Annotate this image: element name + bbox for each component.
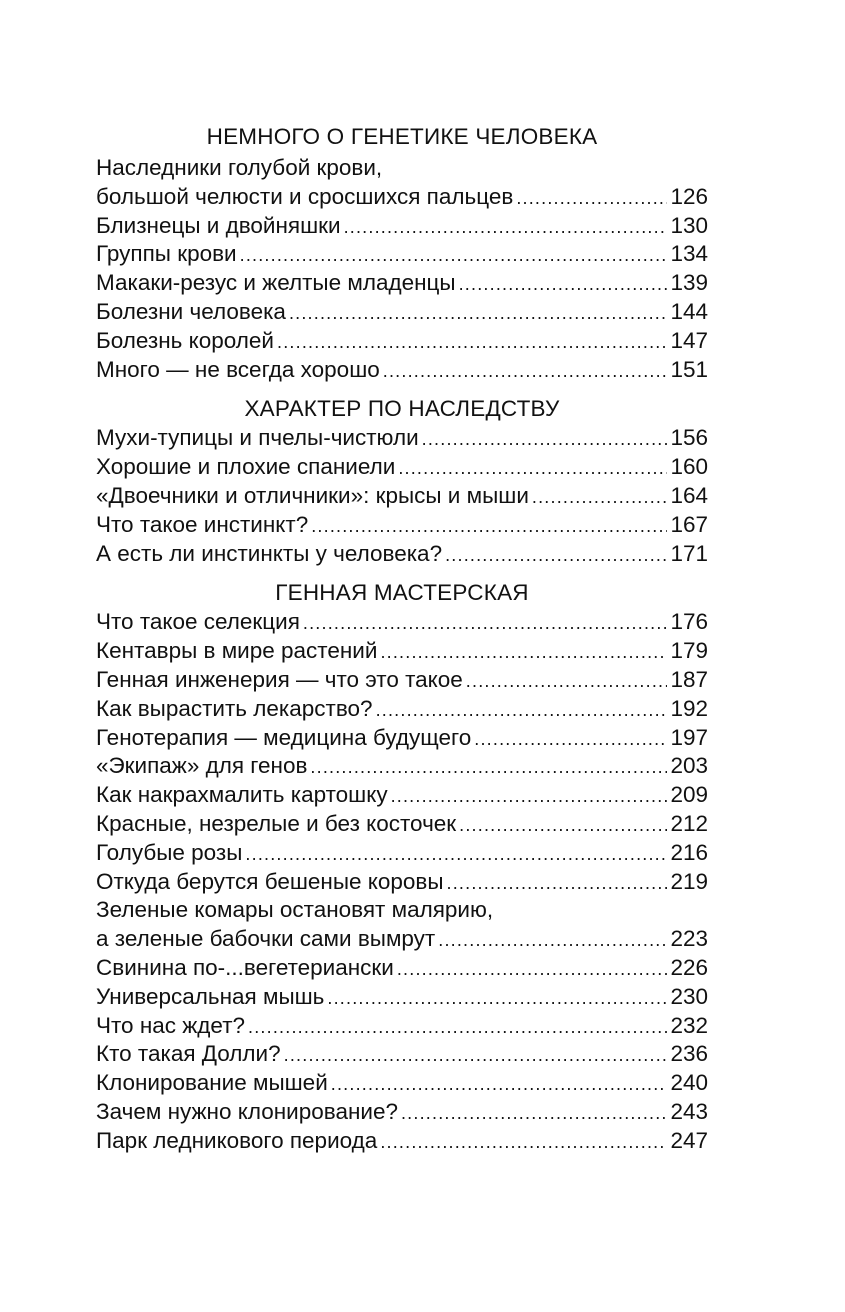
- entry-page: 236: [670, 1041, 708, 1067]
- toc-entry: [96, 1012, 708, 1041]
- entry-page: 192: [670, 695, 708, 721]
- entry-title: Красные, незрелые и без косточек: [96, 810, 457, 836]
- entry-page: 219: [670, 868, 708, 894]
- entry-title: Зачем нужно клонирование?: [96, 1098, 398, 1124]
- entry-page: 226: [670, 954, 708, 980]
- entry-page: 156: [670, 425, 708, 451]
- toc-entry: [96, 183, 708, 212]
- entry-title: Болезни человека: [96, 298, 286, 324]
- toc-entry: [96, 954, 708, 983]
- dot-leader: [331, 1070, 668, 1099]
- dot-leader: [311, 512, 667, 541]
- entry-title: Генная инженерия — что это такое: [96, 666, 463, 692]
- entry-title: большой челюсти и сросшихся пальцев: [96, 183, 514, 209]
- toc-entry: [96, 896, 708, 925]
- entry-page: 176: [670, 609, 708, 635]
- entry-title: Кентавры в мире растений: [96, 638, 378, 664]
- dot-leader: [289, 299, 668, 328]
- entry-title: Что такое селекция: [96, 609, 300, 635]
- toc-entry: [96, 540, 708, 569]
- entry-page: 151: [670, 356, 708, 382]
- entry-title: Что нас ждет?: [96, 1012, 246, 1038]
- toc-entry: [96, 695, 708, 724]
- dot-leader: [380, 1128, 667, 1157]
- entry-page: 139: [670, 270, 708, 296]
- toc-entry: [96, 424, 708, 453]
- entry-page: 187: [670, 666, 708, 692]
- dot-leader: [284, 1041, 668, 1070]
- entry-title: Кто такая Долли?: [96, 1041, 281, 1067]
- entry-title: Парк ледникового периода: [96, 1127, 378, 1153]
- entry-title: Как накрахмалить картошку: [96, 782, 388, 808]
- toc-entry: [96, 327, 708, 356]
- dot-leader: [248, 1013, 667, 1042]
- dot-leader: [438, 926, 667, 955]
- dot-leader: [391, 782, 668, 811]
- dot-leader: [245, 840, 667, 869]
- entry-page: 167: [670, 511, 708, 537]
- entry-title: а зеленые бабочки сами вымрут: [96, 926, 436, 952]
- entry-page: 247: [670, 1127, 708, 1153]
- toc-entry: [96, 482, 708, 511]
- section-gap: [96, 568, 708, 578]
- toc-entry: [96, 810, 708, 839]
- entry-title: Клонирование мышей: [96, 1070, 328, 1096]
- entry-title: Макаки-резус и желтые младенцы: [96, 270, 456, 296]
- toc-entry: [96, 724, 708, 753]
- toc-entry: [96, 666, 708, 695]
- entry-title: Как вырастить лекарство?: [96, 695, 373, 721]
- entry-title: «Экипаж» для генов: [96, 753, 308, 779]
- entry-title: Что такое инстинкт?: [96, 511, 309, 537]
- table-of-contents: [96, 122, 708, 1156]
- entry-title: Мухи-тупицы и пчелы-чистюли: [96, 425, 419, 451]
- entry-page: 203: [670, 753, 708, 779]
- dot-leader: [310, 753, 667, 782]
- entry-page: 164: [670, 482, 708, 508]
- entry-page: 144: [670, 298, 708, 324]
- toc-entry: [96, 1098, 708, 1127]
- entry-title: Универсальная мышь: [96, 983, 325, 1009]
- dot-leader: [303, 609, 668, 638]
- entry-page: 232: [670, 1012, 708, 1038]
- entry-title: Близнецы и двойняшки: [96, 212, 341, 238]
- toc-entry: [96, 298, 708, 327]
- entry-title: «Двоечники и отличники»: крысы и мыши: [96, 482, 529, 508]
- dot-leader: [401, 1099, 667, 1128]
- entry-title: Откуда берутся бешеные коровы: [96, 868, 444, 894]
- entry-page: 197: [670, 724, 708, 750]
- entry-page: 147: [670, 327, 708, 353]
- section-title-gene-workshop: ГЕННАЯ МАСТЕРСКАЯ: [275, 580, 529, 606]
- dot-leader: [240, 241, 668, 270]
- entry-title: Свинина по-...вегетериански: [96, 954, 394, 980]
- toc-entry: [96, 637, 708, 666]
- dot-leader: [422, 425, 668, 454]
- dot-leader: [447, 869, 668, 898]
- toc-entry: [96, 752, 708, 781]
- dot-leader: [474, 725, 667, 754]
- toc-entry: [96, 925, 708, 954]
- entry-page: 126: [670, 183, 708, 209]
- toc-entry: [96, 868, 708, 897]
- toc-entry: [96, 1127, 708, 1156]
- entry-page: 130: [670, 212, 708, 238]
- toc-entry: [96, 1040, 708, 1069]
- dot-leader: [383, 357, 668, 386]
- entry-title: Наследники голубой крови,: [96, 155, 383, 180]
- dot-leader: [459, 270, 668, 299]
- toc-entry: [96, 781, 708, 810]
- entry-page: 212: [670, 810, 708, 836]
- entry-page: 209: [670, 782, 708, 808]
- entry-page: 160: [670, 454, 708, 480]
- dot-leader: [532, 483, 668, 512]
- toc-entry: [96, 212, 708, 241]
- entry-page: 230: [670, 983, 708, 1009]
- section-gap: [96, 384, 708, 394]
- section-title-human-genetics: НЕМНОГО О ГЕНЕТИКЕ ЧЕЛОВЕКА: [206, 124, 598, 149]
- dot-leader: [398, 454, 667, 483]
- entry-page: 216: [670, 839, 708, 865]
- toc-entry: [96, 154, 708, 183]
- entry-title: Хорошие и плохие спаниели: [96, 454, 396, 480]
- entry-title: Группы крови: [96, 241, 237, 267]
- dot-leader: [344, 213, 668, 242]
- entry-page: 240: [670, 1070, 708, 1096]
- dot-leader: [397, 955, 668, 984]
- toc-entry: [96, 839, 708, 868]
- entry-title: Зеленые комары остановят малярию,: [96, 897, 494, 923]
- dot-leader: [327, 984, 667, 1013]
- toc-entry: [96, 240, 708, 269]
- dot-leader: [459, 811, 667, 840]
- entry-page: 171: [670, 540, 708, 566]
- dot-leader: [445, 541, 667, 570]
- entry-page: 223: [670, 926, 708, 952]
- entry-page: 179: [670, 638, 708, 664]
- entry-title: Генотерапия — медицина будущего: [96, 724, 472, 750]
- toc-entry: [96, 356, 708, 385]
- dot-leader: [380, 638, 667, 667]
- dot-leader: [277, 328, 667, 357]
- entry-title: Голубые розы: [96, 839, 243, 865]
- dot-leader: [466, 667, 668, 696]
- entry-page: 134: [670, 241, 708, 267]
- toc-entry: [96, 453, 708, 482]
- toc-entry: [96, 511, 708, 540]
- toc-entry: [96, 608, 708, 637]
- section-title-inherited-character: ХАРАКТЕР ПО НАСЛЕДСТВУ: [244, 396, 560, 422]
- dot-leader: [516, 184, 667, 213]
- dot-leader: [376, 696, 668, 725]
- toc-entry: [96, 1069, 708, 1098]
- entry-title: Болезнь королей: [96, 327, 275, 353]
- entry-page: 243: [670, 1098, 708, 1124]
- entry-title: Много — не всегда хорошо: [96, 356, 380, 382]
- entry-title: А есть ли инстинкты у человека?: [96, 540, 443, 566]
- toc-entry: [96, 983, 708, 1012]
- toc-entry: [96, 269, 708, 298]
